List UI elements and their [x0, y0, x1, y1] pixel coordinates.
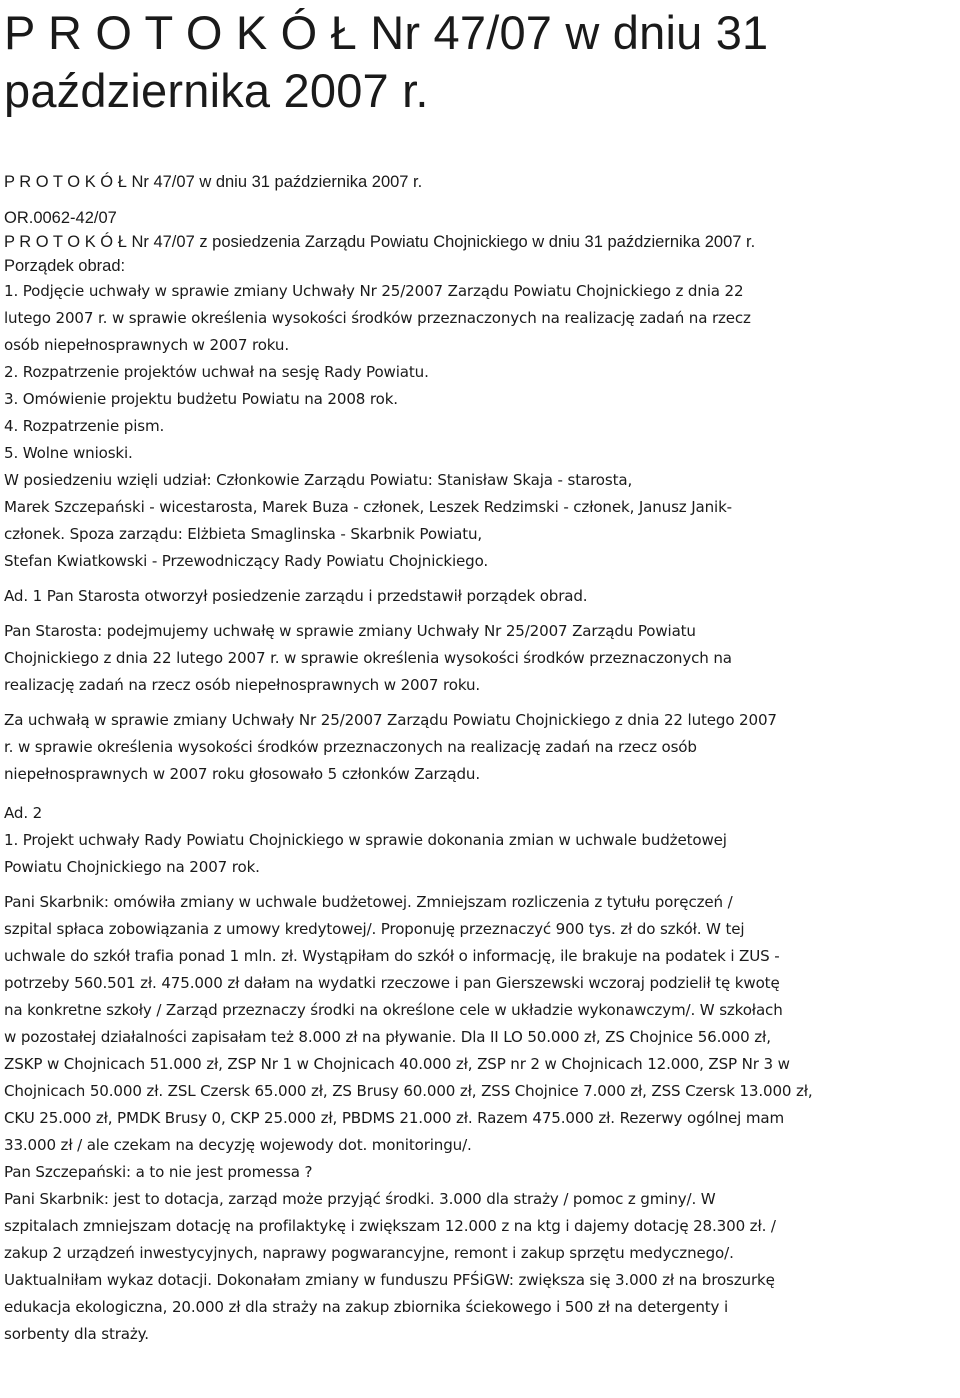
ad1-statement: Pan Starosta: podejmujemy uchwałę w sprawie zmiany Uchwały Nr 25/2007 Zarządu Powiatu Chojnickiego z dnia 22 lutego 2007 r. w sprawie określenia wysokości środków przeznaczonych na realizację zadań na rzecz osób niepełnosprawnych w 2007 roku. — [4, 622, 732, 694]
agenda-list — [4, 278, 956, 467]
ad1-opening: Ad. 1 Pan Starosta otworzył posiedzenie zarządu i przedstawił porządek obrad. — [4, 587, 588, 605]
attendance-paragraph: W posiedzeniu wzięli udział: Członkowie Zarządu Powiatu: Stanisław Skaja - starosta, Marek Szczepański - wicestarosta, Marek Buza - członek, Leszek Redzimski - członek, Janusz Janik- członek. Spoza zarządu: Elżbieta Smaglinska - Skarbnik Powiatu, Stefan Kwiatkowski - Przewodniczący Rady Powiatu Chojnickiego. — [4, 471, 732, 570]
page-title: P R O T O K Ó Ł Nr 47/07 w dniu 31 października 2007 r. — [4, 6, 769, 117]
szczepanski-question: Pan Szczepański: a to nie jest promessa ? — [4, 1163, 313, 1181]
reference-full-title: P R O T O K Ó Ł Nr 47/07 z posiedzenia Zarządu Powiatu Chojnickiego w dniu 31 października 2007 r. — [4, 233, 756, 251]
agenda-label: Porządek obrad: — [4, 257, 126, 275]
reference-block — [4, 206, 956, 278]
header-line: P R O T O K Ó Ł Nr 47/07 w dniu 31 października 2007 r. — [4, 173, 423, 191]
agenda-item-3: 3. Omówienie projektu budżetu Powiatu na 2008 rok. — [4, 390, 398, 408]
agenda-item-4: 4. Rozpatrzenie pism. — [4, 417, 165, 435]
document-page — [0, 4, 960, 1348]
ad2-item-1: 1. Projekt uchwały Rady Powiatu Chojnickiego w sprawie dokonania zmian w uchwale budżetowej Powiatu Chojnickiego na 2007 rok. — [4, 831, 727, 876]
agenda-item-1: 1. Podjęcie uchwały w sprawie zmiany Uchwały Nr 25/2007 Zarządu Powiatu Chojnickiego z dnia 22 lutego 2007 r. w sprawie określenia wysokości środków przeznaczonych na realizację zadań na rzecz osób niepełnosprawnych w 2007 roku. — [4, 282, 751, 354]
ad2-label: Ad. 2 — [4, 804, 43, 822]
agenda-item-5: 5. Wolne wnioski. — [4, 444, 133, 462]
reference-number: OR.0062-42/07 — [4, 209, 117, 227]
skarbnik-statement-2: Pani Skarbnik: jest to dotacja, zarząd może przyjąć środki. 3.000 dla straży / pomoc z gminy/. W szpitalach zmniejszam dotację na profilaktykę i zwiększam 12.000 z na ktg i dajemy dotację 28.300 zł. / zakup 2 urządzeń inwestycyjnych, naprawy pogwarancyjne, remont i zakup sprzętu medycznego/. Uaktualniłam wykaz dotacji. Dokonałam zmiany w funduszu PFŚiGW: zwiększa się 3.000 zł na broszurkę edukacja ekologiczna, 20.000 zł dla straży na zakup zbiornika ściekowego i 500 zł na detergenty i sorbenty dla straży. — [4, 1190, 776, 1343]
agenda-item-2: 2. Rozpatrzenie projektów uchwał na sesję Rady Powiatu. — [4, 363, 429, 381]
ad1-vote: Za uchwałą w sprawie zmiany Uchwały Nr 25/2007 Zarządu Powiatu Chojnickiego z dnia 22 lutego 2007 r. w sprawie określenia wysokości środków przeznaczonych na realizację zadań na rzecz osób niepełnosprawnych w 2007 roku głosowało 5 członków Zarządu. — [4, 711, 777, 783]
skarbnik-statement-1: Pani Skarbnik: omówiła zmiany w uchwale budżetowej. Zmniejszam rozliczenia z tytułu poręczeń / szpital spłaca zobowiązania z umowy kredytowej/. Proponuję przeznaczyć 900 tys. zł do szkół. W tej uchwale do szkół trafia ponad 1 mln. zł. Wystąpiłam do szkół o informację, ile brakuje na podatek i ZUS - potrzeby 560.501 zł. 475.000 zł dałam na wydatki rzeczowe i pan Gierszewski wczoraj podzielił tę kwotę na konkretne szkoły / Zarząd przeznaczy środki na określone cele w układzie wykonawczym/. W szkołach w pozostałej działalności zapisałam też 8.000 zł na pływanie. Dla II LO 50.000 zł, ZS Chojnice 56.000 zł, ZSKP w Chojnicach 51.000 zł, ZSP Nr 1 w Chojnicach 40.000 zł, ZSP nr 2 w Chojnicach 12.000, ZSP Nr 3 w Chojnicach 50.000 zł. ZSL Czersk 65.000 zł, ZS Brusy 60.000 zł, ZSS Chojnice 7.000 zł, ZSS Czersk 13.000 zł, CKU 25.000 zł, PMDK Brusy 0, CKP 25.000 zł, PBDMS 21.000 zł. Razem 475.000 zł. Rezerwy ogólnej mam 33.000 zł / ale czekam na decyzję wojewody dot. monitoringu/. — [4, 893, 813, 1154]
